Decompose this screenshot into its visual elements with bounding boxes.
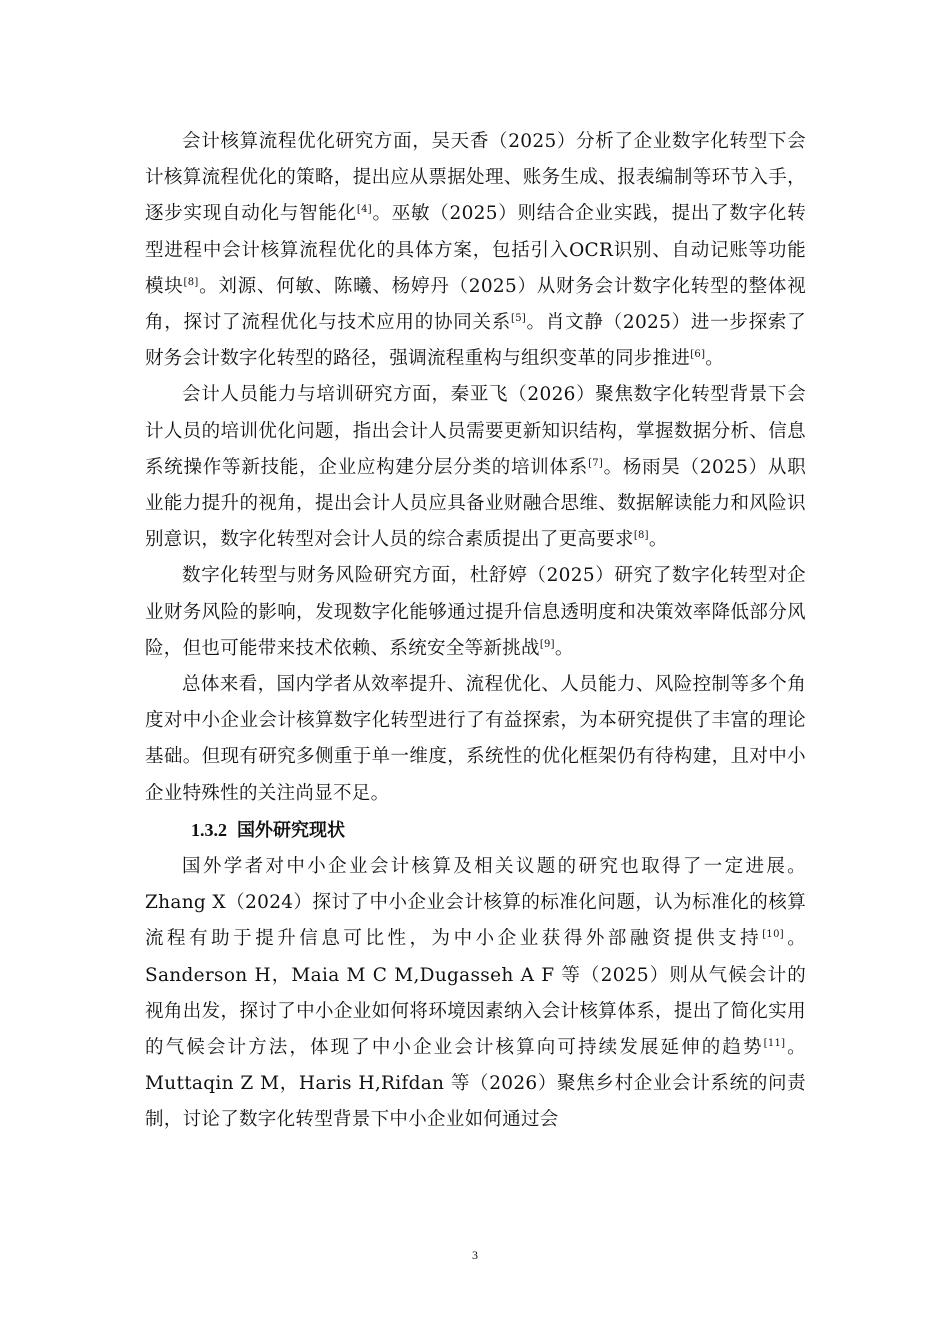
paragraph bbox=[145, 558, 806, 667]
text-run: 。 bbox=[705, 348, 725, 370]
text-run: 。Sanderson H，Maia M C M,Dugasseh A F 等（2025）则从气候会计的视角出发，探讨了中小企业如何将环境因素纳入会计核算体系，提出了简化实用的气候会计方法，体现了中小企业会计核算向可持续发展延伸的趋势 bbox=[145, 928, 806, 1059]
text-run: 总体来看，国内学者从效率提升、流程优化、人员能力、风险控制等多个角度对中小企业会计核算数字化转型进行了有益探索，为本研究提供了丰富的理论基础。但现有研究多侧重于单一维度，系统性的优化框架仍有待构建，且对中小企业特殊性的关注尚显不足。 bbox=[145, 674, 806, 804]
text-run: 。巫敏（2025）则结合企业实践，提出了数字化转型进程中会计核算流程优化的具体方案，包括引入OCR识别、自动记账等功能模块 bbox=[145, 203, 806, 297]
text-run: 会计核算流程优化研究方面，吴天香（2025）分析了企业数字化转型下会计核算流程优化的策略，提出应从票据处理、账务生成、报表编制等环节入手，逐步实现自动化与智能化 bbox=[145, 131, 806, 225]
text-run: 数字化转型与财务风险研究方面，杜舒婷（2025）研究了数字化转型对企业财务风险的影响，发现数字化能够通过提升信息透明度和决策效率降低部分风险，但也可能带来技术依赖、系统安全等新挑战 bbox=[145, 565, 806, 659]
foreign-research-paragraphs bbox=[145, 849, 806, 1139]
citation-marker: [11] bbox=[763, 1038, 786, 1050]
text-run: 。杨雨昊（2025）从职业能力提升的视角，提出会计人员应具备业财融合思维、数据解读能力和风险识别意识，数字化转型对会计人员的综合素质提出了更高要求 bbox=[145, 456, 806, 551]
citation-marker: [7] bbox=[588, 457, 604, 469]
citation-marker: [5] bbox=[511, 313, 527, 325]
citation-marker: [8] bbox=[633, 530, 649, 542]
paragraph bbox=[145, 124, 806, 377]
text-run: 。刘源、何敏、陈曦、杨婷丹（2025）从财务会计数字化转型的整体视角，探讨了流程优化与技术应用的协同关系 bbox=[145, 275, 806, 334]
text-run: 。 bbox=[554, 637, 574, 659]
text-run: 。Muttaqin Z M，Haris H,Rifdan 等（2026）聚焦乡村企业会计系统的问责制，讨论了数字化转型背景下中小企业如何通过会 bbox=[145, 1037, 806, 1131]
citation-marker: [9] bbox=[539, 638, 555, 650]
text-run: 。肖文静（2025）进一步探索了财务会计数字化转型的路径，强调流程重构与组织变革的同步推进 bbox=[145, 312, 806, 370]
paragraph bbox=[145, 377, 806, 558]
section-title: 国外研究现状 bbox=[237, 819, 345, 841]
paragraph bbox=[145, 849, 806, 1139]
citation-marker: [10] bbox=[762, 929, 784, 941]
text-run: 。 bbox=[648, 529, 668, 551]
domestic-research-paragraphs bbox=[145, 124, 806, 812]
paragraph bbox=[145, 667, 806, 812]
section-heading bbox=[145, 812, 806, 849]
text-run: 会计人员能力与培训研究方面，秦亚飞（2026）聚焦数字化转型背景下会计人员的培训优化问题，指出会计人员需要更新知识结构，掌握数据分析、信息系统操作等新技能，企业应构建分层分类的培训体系 bbox=[145, 384, 806, 478]
page-body bbox=[145, 124, 806, 1139]
section-number: 1.3.2 bbox=[191, 819, 227, 840]
citation-marker: [6] bbox=[690, 349, 706, 361]
text-run: 国外学者对中小企业会计核算及相关议题的研究也取得了一定进展。Zhang X（2024）探讨了中小企业会计核算的标准化问题，认为标准化的核算流程有助于提升信息可比性，为中小企业获得外部融资提供支持 bbox=[145, 856, 806, 950]
citation-marker: [8] bbox=[183, 276, 199, 288]
citation-marker: [4] bbox=[356, 204, 372, 216]
page-number: 3 bbox=[472, 1248, 478, 1262]
